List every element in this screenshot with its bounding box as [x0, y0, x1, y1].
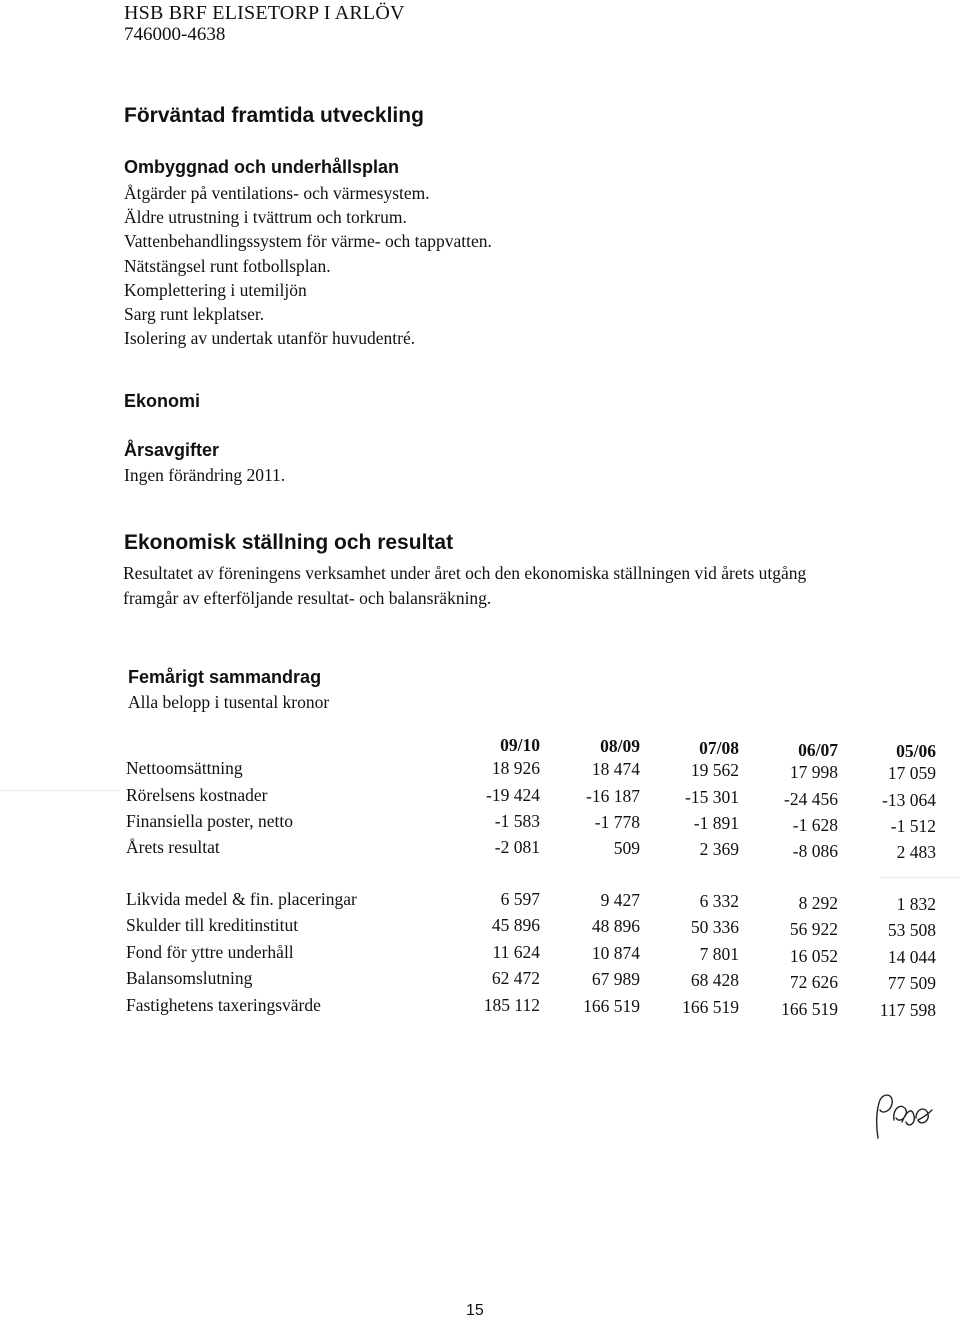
future-development-heading: Förväntad framtida utveckling: [124, 104, 424, 127]
table-cell: 14 044: [887, 947, 936, 967]
table-cell: 1 832: [896, 894, 936, 914]
table-cell: 117 598: [879, 1000, 936, 1020]
table-cell: 185 112: [483, 995, 540, 1015]
table-cell: 62 472: [491, 968, 540, 988]
organization-name: HSB BRF ELISETORP I ARLÖV: [124, 2, 405, 24]
row-label: Nettoomsättning: [126, 758, 243, 778]
column-header: 05/06: [896, 741, 936, 761]
table-cell: 6 332: [699, 891, 739, 911]
table-cell: -16 187: [586, 786, 640, 806]
table-cell: -1 778: [594, 812, 640, 832]
table-cell: 166 519: [682, 997, 739, 1017]
maintenance-item: Vattenbehandlingssystem för värme- och tappvatten.: [124, 231, 492, 252]
table-cell: -8 086: [792, 841, 838, 861]
table-cell: -15 301: [685, 787, 739, 807]
table-cell: 50 336: [690, 917, 739, 937]
maintenance-item: Isolering av undertak utanför huvudentré.: [124, 328, 416, 349]
table-cell: 9 427: [600, 890, 640, 910]
maintenance-item: Åtgärder på ventilations- och värmesystem.: [124, 183, 430, 203]
table-cell: 45 896: [491, 915, 540, 935]
row-label: Rörelsens kostnader: [126, 785, 268, 805]
table-cell: 19 562: [690, 760, 739, 780]
table-cell: -1 628: [792, 815, 838, 835]
table-cell: -1 512: [890, 816, 936, 836]
column-header: 09/10: [500, 735, 540, 755]
table-cell: -2 081: [494, 837, 540, 857]
table-cell: 166 519: [781, 999, 838, 1019]
financial-position-text: Resultatet av föreningens verksamhet under året och den ekonomiska ställningen vid årets utgång framgår av efterföljande resultat- och balansräkning.: [123, 563, 807, 608]
table-cell: -1 891: [693, 813, 739, 833]
table-cell: -19 424: [486, 785, 540, 805]
table-cell: 56 922: [789, 919, 838, 939]
column-header: 06/07: [798, 740, 838, 760]
row-label: Balansomslutning: [126, 968, 253, 988]
maintenance-item: Komplettering i utemiljön: [124, 279, 307, 300]
scan-line: [880, 877, 960, 878]
column-header: 08/09: [600, 736, 640, 756]
annual-fees-text: Ingen förändring 2011.: [124, 465, 286, 485]
five-year-summary-heading: Femårigt sammandrag: [128, 667, 322, 687]
row-label: Fond för yttre underhåll: [126, 942, 294, 962]
column-header: 07/08: [699, 738, 739, 758]
maintenance-item: Sarg runt lekplatser.: [124, 303, 265, 324]
scan-line: [0, 790, 120, 791]
maintenance-item: Nätstängsel runt fotbollsplan.: [124, 255, 331, 276]
maintenance-item: Äldre utrustning i tvättrum och torkrum.: [124, 207, 407, 228]
row-label: Skulder till kreditinstitut: [126, 915, 299, 935]
table-cell: 17 059: [887, 763, 936, 783]
table-cell: 67 989: [591, 969, 640, 989]
maintenance-list: [124, 181, 492, 350]
table-cell: 18 926: [491, 758, 540, 778]
organization-number: 746000-4638: [124, 24, 226, 45]
table-cell: 11 624: [492, 942, 540, 962]
table-cell: 8 292: [798, 893, 838, 913]
table-cell: -24 456: [784, 789, 838, 809]
table-cell: 18 474: [591, 759, 640, 779]
row-label: Årets resultat: [126, 837, 220, 857]
table-cell: 7 801: [699, 944, 739, 964]
table-cell: 68 428: [690, 970, 739, 990]
maintenance-plan-heading: Ombyggnad och underhållsplan: [124, 157, 400, 177]
financial-position-heading: Ekonomisk ställning och resultat: [124, 531, 454, 554]
economy-heading: Ekonomi: [124, 391, 201, 411]
row-label: Finansiella poster, netto: [126, 811, 293, 831]
signature-initials-mark: [872, 1088, 934, 1148]
page-number: 15: [466, 1302, 484, 1319]
table-cell: 17 998: [789, 762, 838, 782]
table-cell: 16 052: [789, 946, 838, 966]
row-label: Likvida medel & fin. placeringar: [126, 889, 357, 909]
table-cell: 6 597: [500, 889, 540, 909]
table-cell: 509: [613, 838, 640, 858]
table-cell: 2 369: [699, 839, 739, 859]
table-cell: 48 896: [591, 916, 640, 936]
table-cell: 10 874: [591, 943, 640, 963]
table-cell: -1 583: [494, 811, 540, 831]
amounts-note: Alla belopp i tusental kronor: [128, 692, 330, 712]
table-cell: 72 626: [789, 972, 838, 992]
table-cell: 53 508: [887, 920, 936, 940]
annual-fees-heading: Årsavgifter: [124, 440, 220, 460]
table-cell: -13 064: [882, 790, 936, 810]
table-cell: 2 483: [896, 842, 936, 862]
row-label: Fastighetens taxeringsvärde: [126, 995, 321, 1015]
table-cell: 166 519: [583, 996, 640, 1016]
table-cell: 77 509: [887, 973, 936, 993]
